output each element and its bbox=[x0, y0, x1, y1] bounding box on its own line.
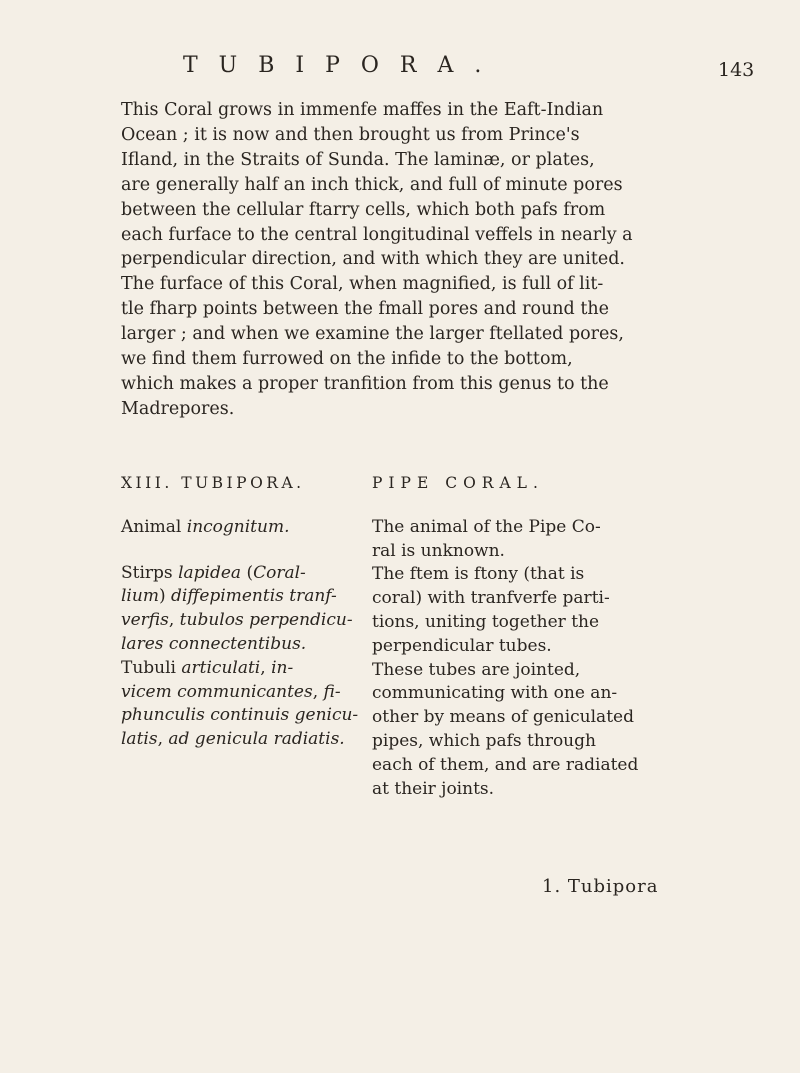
stirps-line bbox=[121, 633, 337, 657]
intro-paragraph bbox=[121, 98, 695, 422]
english-line: pipes, which pafs through bbox=[372, 730, 596, 751]
latin-roman-text: Tubuli bbox=[121, 657, 182, 678]
animal-latin-term: incognitum. bbox=[186, 516, 290, 537]
tubuli-line bbox=[121, 704, 359, 728]
english-line: tions, uniting together the bbox=[372, 611, 600, 632]
latin-italic-text: articulati bbox=[181, 657, 261, 678]
stirps-line bbox=[121, 609, 353, 633]
running-head: TUBIPORA. bbox=[183, 53, 503, 78]
paragraph-line: larger ; and when we examine the larger ftellated pores, bbox=[121, 324, 624, 345]
english-line: perpendicular tubes. bbox=[372, 635, 552, 656]
latin-italic-text: vicem communicantes bbox=[121, 681, 313, 702]
paragraph-line: The furface of this Coral, when magnified, is full of lit- bbox=[121, 274, 604, 295]
latin-italic-text: lapidea bbox=[178, 562, 242, 583]
latin-roman-text: Stirps bbox=[121, 562, 179, 583]
page-number: 143 bbox=[718, 59, 755, 81]
paragraph-line: we find them furrowed on the infide to the bottom, bbox=[121, 349, 573, 370]
english-genus-heading: PIPE CORAL. bbox=[372, 474, 544, 492]
paragraph-line: each furface to the central longitudinal veffels in nearly a bbox=[121, 224, 633, 245]
english-description-column bbox=[372, 472, 639, 801]
latin-roman-text: , bbox=[168, 610, 180, 631]
latin-italic-text: ad genicula radiatis. bbox=[168, 729, 345, 750]
latin-roman-text: , bbox=[312, 681, 324, 702]
latin-roman-text: ) bbox=[158, 586, 171, 607]
stirps-line bbox=[121, 562, 337, 586]
stirps-line bbox=[121, 585, 337, 609]
english-line: These tubes are jointed, bbox=[372, 659, 581, 680]
tubuli-line bbox=[121, 728, 345, 752]
latin-italic-text: diffepimentis tranf- bbox=[171, 586, 337, 607]
tubuli-line bbox=[121, 681, 341, 705]
latin-italic-text: verfis bbox=[121, 610, 169, 631]
paragraph-line: tle fharp points between the fmall pores and round the bbox=[121, 299, 609, 320]
english-line: The ftem is ftony (that is bbox=[372, 564, 585, 585]
latin-description-column bbox=[121, 472, 359, 752]
latin-roman-text: ( bbox=[241, 562, 254, 583]
english-line: at their joints. bbox=[372, 778, 495, 799]
latin-italic-text: lium bbox=[121, 586, 159, 607]
paragraph-line: perpendicular direction, and with which they are united. bbox=[121, 249, 625, 270]
paragraph-line: This Coral grows in immenfe maffes in the Eaft-Indian bbox=[121, 100, 604, 120]
latin-italic-text: latis bbox=[121, 729, 158, 750]
latin-italic-text: Coral- bbox=[253, 562, 306, 583]
stirps-block bbox=[121, 562, 353, 657]
animal-prefix: Animal bbox=[121, 516, 182, 537]
latin-roman-text: , bbox=[157, 729, 169, 750]
latin-roman-text: , bbox=[260, 657, 272, 678]
tubuli-block bbox=[121, 657, 359, 752]
latin-italic-text: fi- bbox=[323, 681, 341, 702]
paragraph-line: Ocean ; it is now and then brought us from Prince's bbox=[121, 124, 580, 145]
latin-italic-text: in- bbox=[271, 657, 294, 678]
catchword: 1. Tubipora bbox=[542, 876, 659, 897]
latin-italic-text: phunculis continuis genicu- bbox=[121, 705, 359, 726]
tubuli-line bbox=[121, 657, 337, 681]
english-line: ral is unknown. bbox=[372, 540, 505, 561]
paragraph-line: Madrepores. bbox=[121, 398, 235, 419]
english-line: The animal of the Pipe Co- bbox=[372, 516, 601, 537]
english-line: communicating with one an- bbox=[372, 683, 618, 704]
latin-italic-text: tubulos perpendicu- bbox=[179, 610, 353, 631]
english-line: coral) with tranfverfe parti- bbox=[372, 588, 610, 609]
latin-italic-text: lares connectentibus. bbox=[121, 633, 307, 654]
paragraph-line: are generally half an inch thick, and full of minute pores bbox=[121, 174, 623, 195]
paragraph-line: which makes a proper tranfition from this genus to the bbox=[121, 373, 609, 394]
paragraph-line: between the cellular ftarry cells, which both pafs from bbox=[121, 199, 606, 220]
animal-line bbox=[121, 516, 337, 540]
latin-genus-heading: XIII. TUBIPORA. bbox=[121, 474, 305, 492]
spacer bbox=[121, 540, 337, 562]
paragraph-line: Ifland, in the Straits of Sunda. The laminæ, or plates, bbox=[121, 149, 595, 170]
english-line: other by means of geniculated bbox=[372, 707, 634, 728]
english-line: each of them, and are radiated bbox=[372, 754, 639, 775]
